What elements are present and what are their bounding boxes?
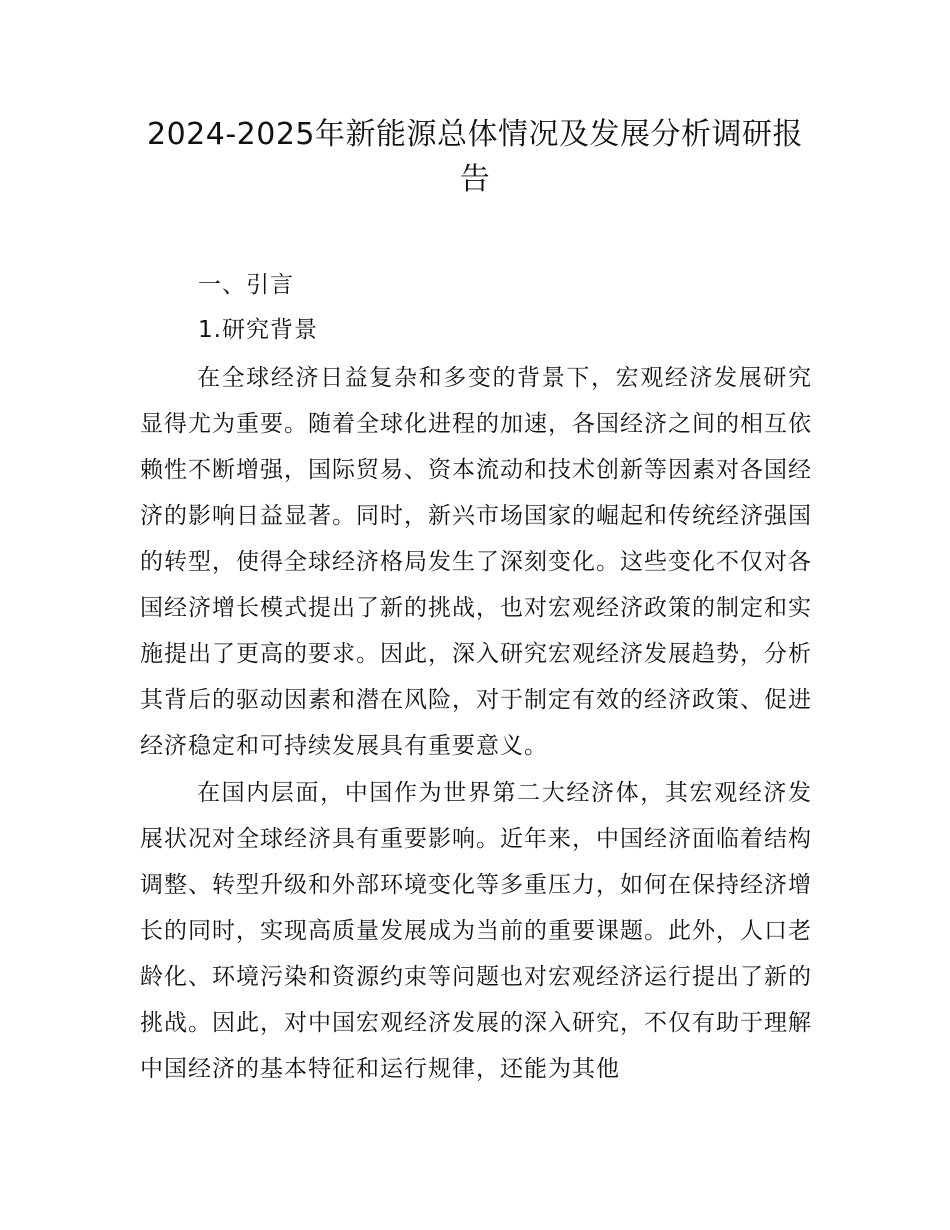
section-heading: 一、引言 bbox=[198, 272, 294, 298]
subsection-heading: 1.研究背景 bbox=[198, 317, 318, 343]
body-paragraph: 在国内层面，中国作为世界第二大经济体，其宏观经济发展状况对全球经济具有重要影响。近年来，中国经济面临着结构调整、转型升级和外部环境变化等多重压力，如何在保持经济增长的同时，实现高质量发展成为当前的重要课题。此外，人口老龄化、环境污染和资源约束等问题也对宏观经济运行提出了新的挑战。因此，对中国宏观经济发展的深入研究，不仅有助于理解中国经济的基本特征和运行规律，还能为其他 bbox=[140, 780, 812, 1082]
body-paragraph: 在全球经济日益复杂和多变的背景下，宏观经济发展研究显得尤为重要。随着全球化进程的加速，各国经济之间的相互依赖性不断增强，国际贸易、资本流动和技术创新等因素对各国经济的影响日益显著。同时，新兴市场国家的崛起和传统经济强国的转型，使得全球经济格局发生了深刻变化。这些变化不仅对各国经济增长模式提出了新的挑战，也对宏观经济政策的制定和实施提出了更高的要求。因此，深入研究宏观经济发展趋势，分析其背后的驱动因素和潜在风险，对于制定有效的经济政策、促进经济稳定和可持续发展具有重要意义。 bbox=[140, 365, 812, 759]
document-title: 2024-2025年新能源总体情况及发展分析调研报告 bbox=[146, 117, 804, 197]
